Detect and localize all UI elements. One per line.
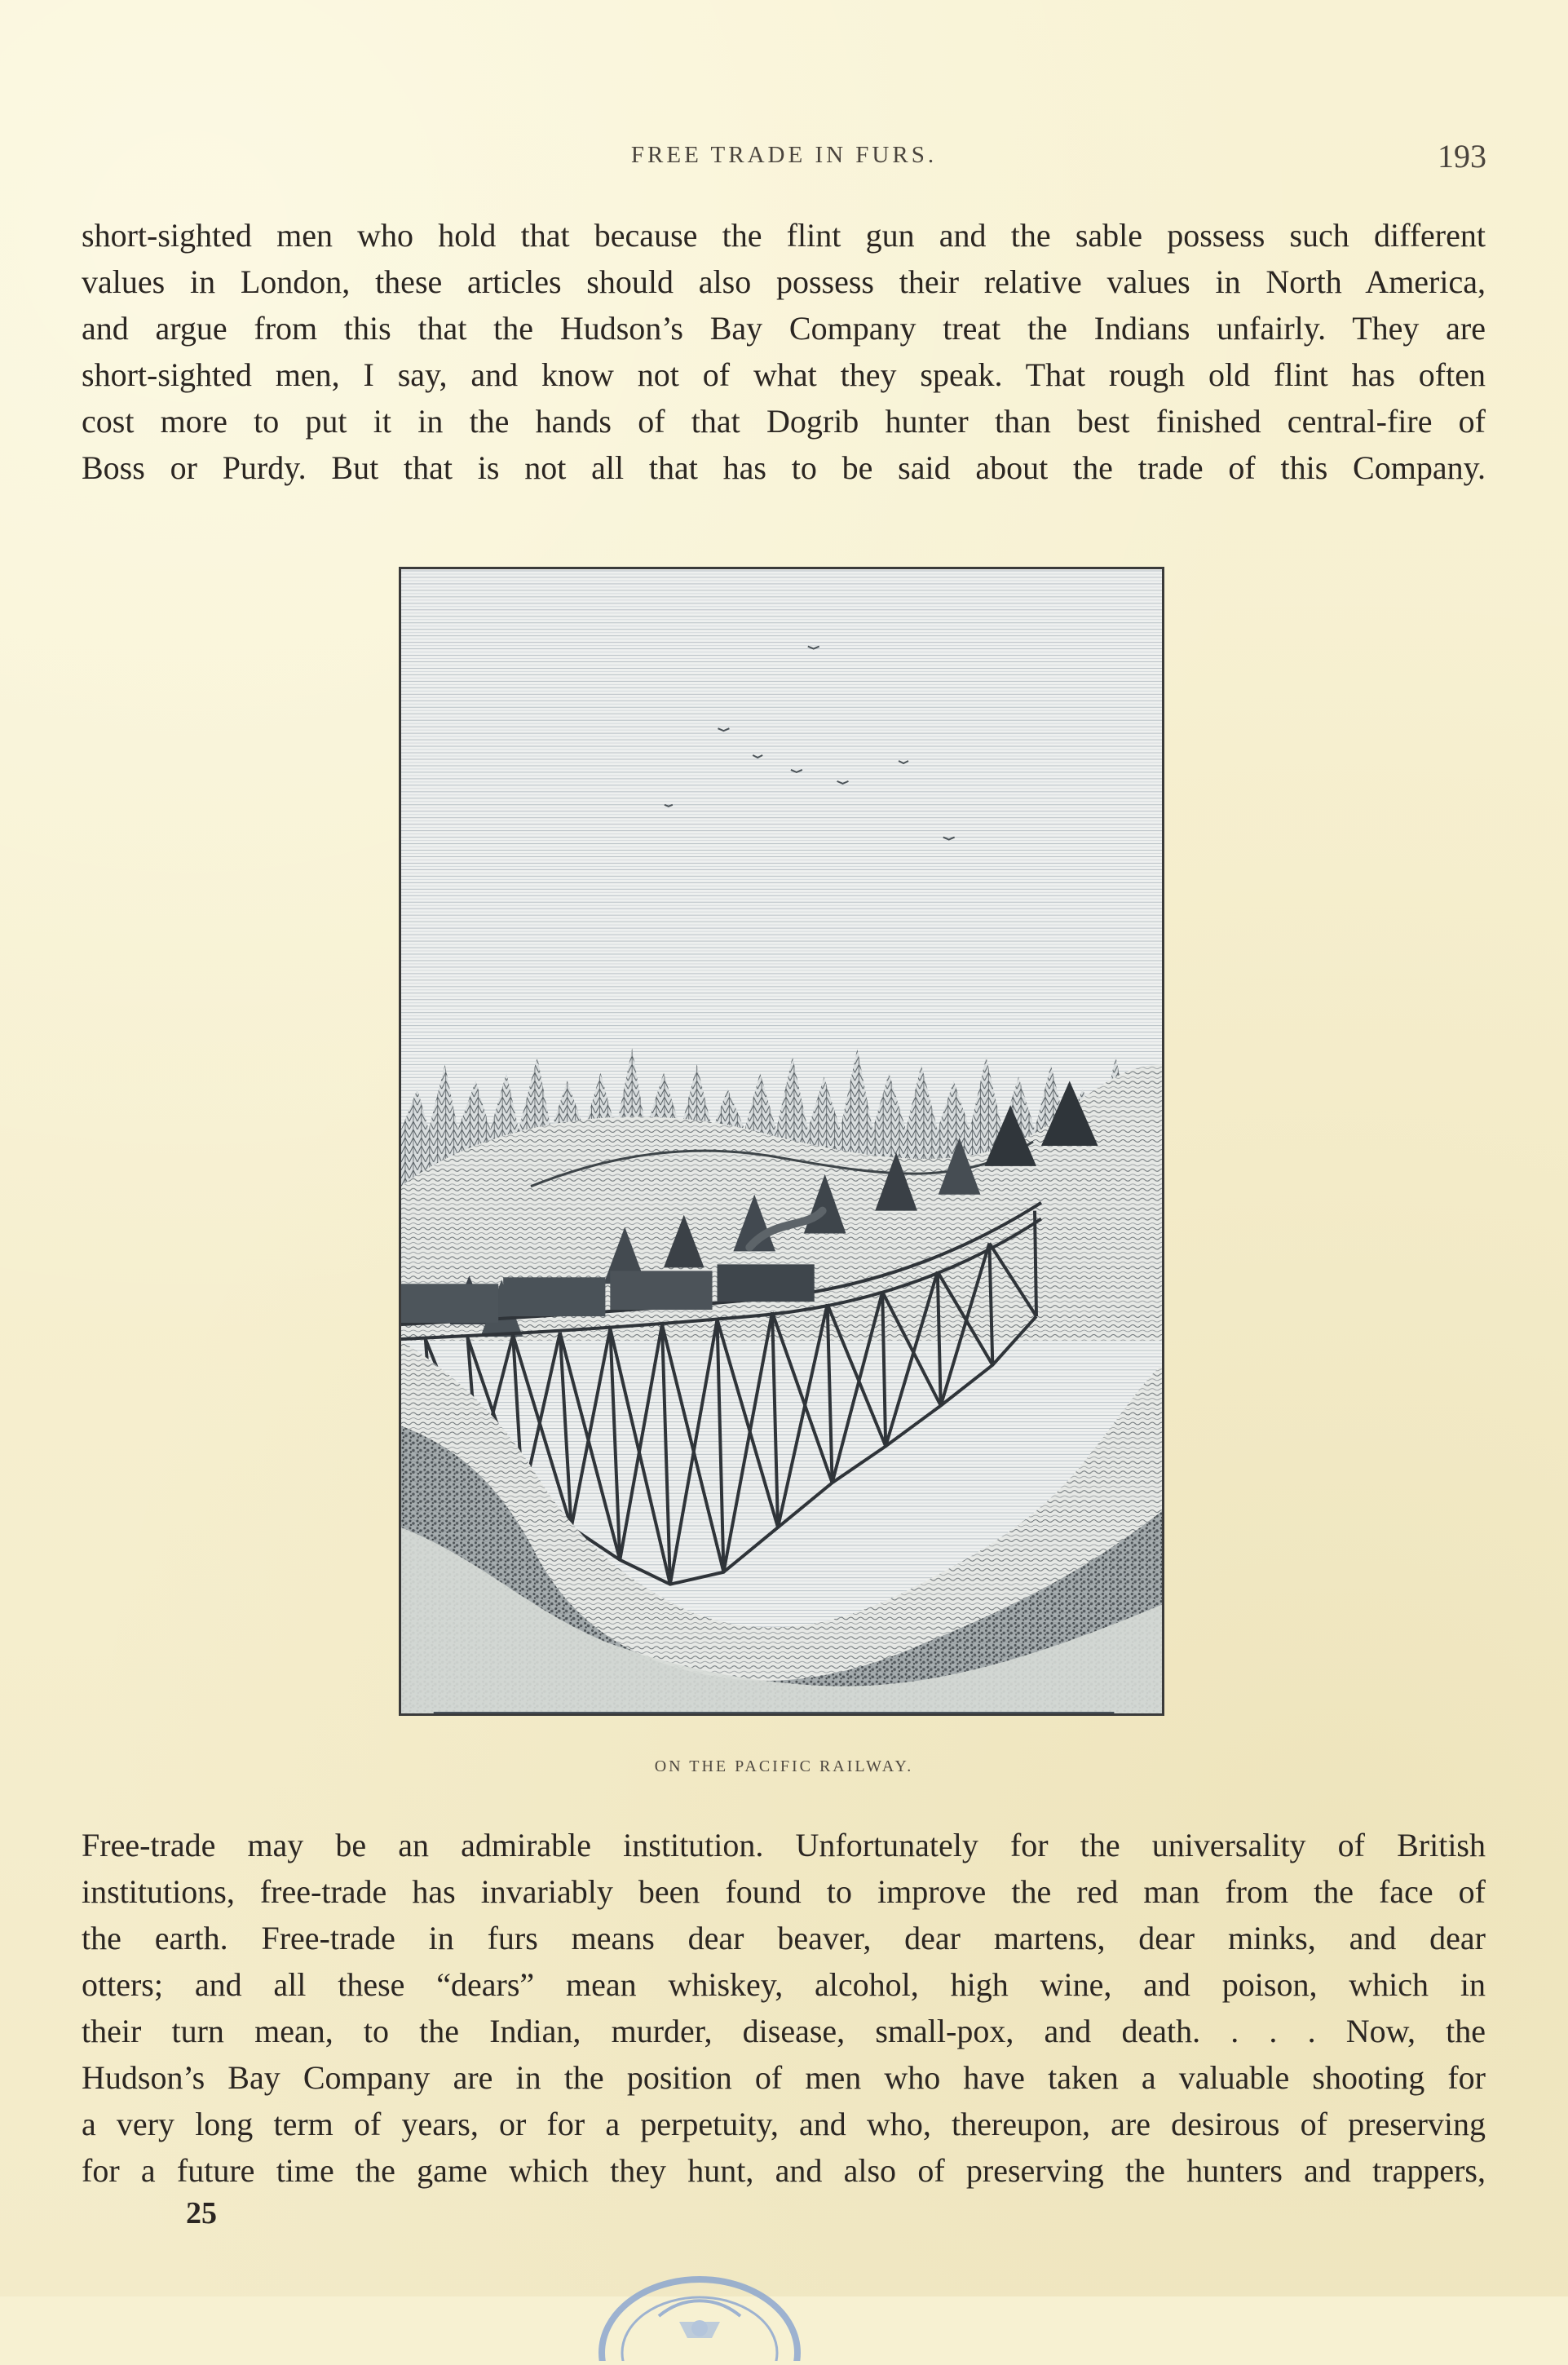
text-line: values in London, these articles should also possess their relative values in North America, <box>82 263 1486 300</box>
page-number: 193 <box>1438 138 1486 175</box>
figure-caption: ON THE PACIFIC RAILWAY. <box>654 1757 914 1775</box>
text-line: short-sighted men who hold that because the flint gun and the sable possess such different <box>82 217 1486 254</box>
text-line: a very long term of years, or for a perpetuity, and who, thereupon, are desirous of preserving <box>82 2106 1486 2142</box>
signature-mark: 25 <box>186 2196 217 2230</box>
text-line: Hudson’s Bay Company are in the position of men who have taken a valuable shooting for <box>82 2059 1486 2096</box>
text-line: short-sighted men, I say, and know not of what they speak. That rough old flint has often <box>82 356 1486 393</box>
library-stamp <box>581 2230 818 2361</box>
text-line: their turn mean, to the Indian, murder, disease, small-pox, and death. . . . Now, the <box>82 2013 1486 2049</box>
running-head <box>0 137 1568 186</box>
running-title: FREE TRADE IN FURS. <box>630 142 938 168</box>
text-line: cost more to put it in the hands of that Dogrib hunter than best finished central-fire of <box>82 403 1486 440</box>
text-line: and argue from this that the Hudson’s Bay Company treat the Indians unfairly. They are <box>82 310 1486 347</box>
text-line: institutions, free-trade has invariably been found to improve the red man from the face of <box>82 1873 1486 1910</box>
text-line: Boss or Purdy. But that is not all that has to be said about the trade of this Company. <box>82 449 1486 486</box>
engraving-illustration <box>399 567 1164 1716</box>
bottom-paragraph <box>82 1822 1486 2194</box>
text-line: the earth. Free-trade in furs means dear beaver, dear martens, dear minks, and dear <box>82 1920 1486 1956</box>
railway-trestle-engraving <box>401 569 1162 1713</box>
text-line: otters; and all these “dears” mean whiskey, alcohol, high wine, and poison, which in <box>82 1966 1486 2003</box>
stamp-seal <box>581 2230 818 2361</box>
text-line: Free-trade may be an admirable institution. Unfortunately for the universality of British <box>82 1827 1486 1863</box>
text-line: for a future time the game which they hunt, and also of preserving the hunters and trappers, <box>82 2152 1486 2189</box>
top-paragraph <box>82 212 1486 491</box>
